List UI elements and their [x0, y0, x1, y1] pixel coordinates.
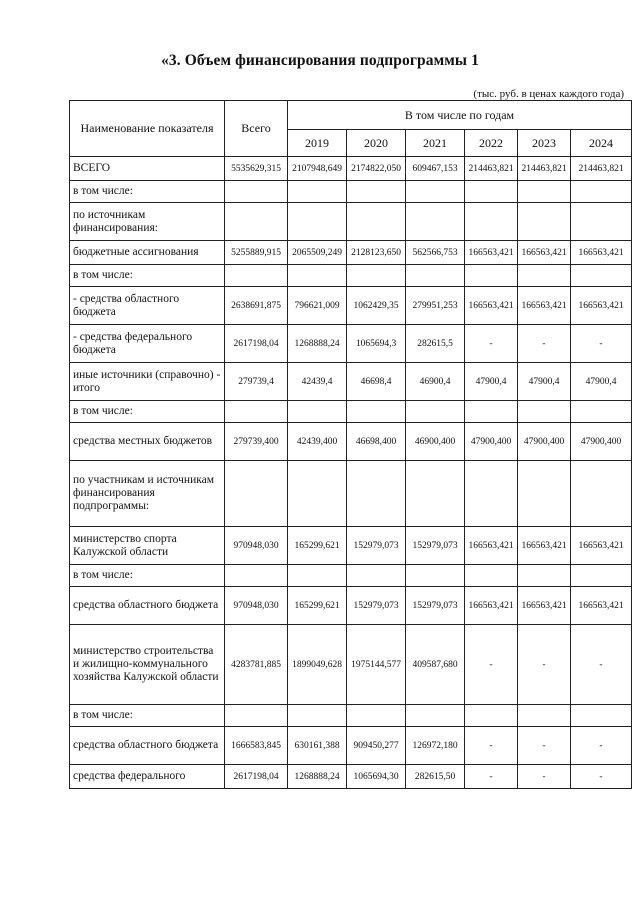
cell-value	[571, 265, 632, 287]
cell-value: 152979,073	[347, 587, 406, 625]
cell-total: 2638691,875	[225, 287, 288, 325]
cell-value: 2174822,050	[347, 157, 406, 181]
row-label: бюджетные ассигнования	[70, 241, 225, 265]
cell-value: 42439,400	[288, 423, 347, 461]
row-label: ВСЕГО	[70, 157, 225, 181]
cell-value	[518, 265, 571, 287]
row-label: в том числе:	[70, 265, 225, 287]
row-label: по участникам и источникам финансирования подпрограммы:	[70, 461, 225, 527]
table-row	[70, 625, 632, 705]
cell-value: -	[518, 765, 571, 789]
cell-value	[288, 461, 347, 527]
cell-total: 2617198,04	[225, 765, 288, 789]
row-label: средства местных бюджетов	[70, 423, 225, 461]
row-label: в том числе:	[70, 181, 225, 203]
cell-value: 166563,421	[465, 241, 518, 265]
cell-value: 2065509,249	[288, 241, 347, 265]
cell-value: 282615,5	[406, 325, 465, 363]
table-row	[70, 705, 632, 727]
cell-value	[347, 461, 406, 527]
cell-total: 2617198,04	[225, 325, 288, 363]
cell-value	[465, 705, 518, 727]
cell-value: -	[571, 765, 632, 789]
row-label: в том числе:	[70, 705, 225, 727]
cell-value: 42439,4	[288, 363, 347, 401]
cell-value	[518, 203, 571, 241]
cell-value: 152979,073	[406, 527, 465, 565]
cell-value: 214463,821	[518, 157, 571, 181]
header-years-group: В том числе по годам	[288, 101, 632, 130]
row-label: средства федерального	[70, 765, 225, 789]
cell-value: 2128123,650	[347, 241, 406, 265]
table-row	[70, 265, 632, 287]
cell-value: 279951,253	[406, 287, 465, 325]
cell-value	[347, 401, 406, 423]
header-total: Всего	[225, 101, 288, 157]
cell-total: 970948,030	[225, 527, 288, 565]
header-year: 2021	[406, 130, 465, 157]
cell-value	[288, 401, 347, 423]
cell-value: 46698,4	[347, 363, 406, 401]
cell-total: 279739,400	[225, 423, 288, 461]
cell-total: 970948,030	[225, 587, 288, 625]
table-row	[70, 363, 632, 401]
row-label: - средства федерального бюджета	[70, 325, 225, 363]
cell-value: -	[518, 625, 571, 705]
cell-value	[406, 461, 465, 527]
cell-value: 214463,821	[465, 157, 518, 181]
cell-value: 47900,400	[571, 423, 632, 461]
table-row	[70, 565, 632, 587]
cell-value: -	[465, 727, 518, 765]
row-label: средства областного бюджета	[70, 727, 225, 765]
cell-value: -	[465, 325, 518, 363]
cell-value	[518, 705, 571, 727]
cell-value: -	[571, 625, 632, 705]
cell-value	[347, 203, 406, 241]
cell-value: 2107948,649	[288, 157, 347, 181]
cell-value	[465, 461, 518, 527]
cell-value: 166563,421	[571, 527, 632, 565]
cell-value: 166563,421	[571, 241, 632, 265]
cell-value: 214463,821	[571, 157, 632, 181]
cell-value: 909450,277	[347, 727, 406, 765]
section-title: «3. Объем финансирования подпрограммы 1	[161, 52, 479, 69]
table-row	[70, 727, 632, 765]
table-row	[70, 587, 632, 625]
cell-value	[571, 181, 632, 203]
cell-value	[406, 265, 465, 287]
cell-value	[288, 705, 347, 727]
cell-value	[571, 565, 632, 587]
cell-value: 1268888,24	[288, 765, 347, 789]
cell-value: -	[465, 625, 518, 705]
cell-value	[406, 401, 465, 423]
cell-value: 166563,421	[518, 587, 571, 625]
header-year: 2020	[347, 130, 406, 157]
cell-value: -	[571, 325, 632, 363]
cell-value: 166563,421	[465, 587, 518, 625]
cell-value	[465, 401, 518, 423]
header-year: 2022	[465, 130, 518, 157]
cell-value	[347, 705, 406, 727]
cell-value	[347, 181, 406, 203]
cell-value: 152979,073	[406, 587, 465, 625]
cell-value: 152979,073	[347, 527, 406, 565]
cell-value: 1268888,24	[288, 325, 347, 363]
cell-value: -	[518, 727, 571, 765]
cell-value	[406, 181, 465, 203]
cell-value	[406, 565, 465, 587]
cell-value: 166563,421	[571, 587, 632, 625]
cell-value: 46900,4	[406, 363, 465, 401]
cell-value: 46698,400	[347, 423, 406, 461]
table-row	[70, 423, 632, 461]
row-label: в том числе:	[70, 565, 225, 587]
cell-value	[518, 565, 571, 587]
cell-value	[465, 565, 518, 587]
table-row	[70, 157, 632, 181]
cell-value: 1062429,35	[347, 287, 406, 325]
cell-value: -	[465, 765, 518, 789]
cell-value: 409587,680	[406, 625, 465, 705]
cell-value: 1065694,30	[347, 765, 406, 789]
cell-total	[225, 565, 288, 587]
cell-value	[347, 265, 406, 287]
table-row	[70, 527, 632, 565]
cell-value	[347, 565, 406, 587]
cell-value: 166563,421	[465, 287, 518, 325]
table-row	[70, 241, 632, 265]
cell-value: -	[518, 325, 571, 363]
cell-value: 609467,153	[406, 157, 465, 181]
cell-total	[225, 461, 288, 527]
cell-value: 166563,421	[518, 241, 571, 265]
cell-value: 282615,50	[406, 765, 465, 789]
cell-total	[225, 181, 288, 203]
cell-value	[406, 203, 465, 241]
table-row	[70, 203, 632, 241]
cell-value: -	[571, 727, 632, 765]
table-row	[70, 461, 632, 527]
cell-value: 166563,421	[571, 287, 632, 325]
cell-value: 47900,400	[518, 423, 571, 461]
cell-total	[225, 203, 288, 241]
cell-value: 166563,421	[465, 527, 518, 565]
cell-value	[518, 461, 571, 527]
cell-value	[288, 265, 347, 287]
table-row	[70, 287, 632, 325]
cell-total	[225, 401, 288, 423]
cell-total: 5535629,315	[225, 157, 288, 181]
cell-value: 165299,621	[288, 587, 347, 625]
cell-value	[518, 181, 571, 203]
financing-table	[69, 100, 632, 789]
cell-total	[225, 265, 288, 287]
cell-total: 4283781,885	[225, 625, 288, 705]
cell-value	[571, 401, 632, 423]
cell-value	[571, 461, 632, 527]
header-year: 2019	[288, 130, 347, 157]
header-year: 2024	[571, 130, 632, 157]
units-note: (тыс. руб. в ценах каждого года)	[473, 88, 624, 100]
row-label: в том числе:	[70, 401, 225, 423]
cell-value: 47900,4	[518, 363, 571, 401]
cell-value: 562566,753	[406, 241, 465, 265]
cell-value	[518, 401, 571, 423]
row-label: министерство строительства и жилищно-коммунального хозяйства Калужской области	[70, 625, 225, 705]
cell-value	[288, 181, 347, 203]
cell-value	[465, 203, 518, 241]
cell-total: 279739,4	[225, 363, 288, 401]
cell-value: 630161,388	[288, 727, 347, 765]
cell-value: 796621,009	[288, 287, 347, 325]
cell-value: 47900,4	[465, 363, 518, 401]
cell-total: 1666583,845	[225, 727, 288, 765]
header-name: Наименование показателя	[70, 101, 225, 157]
table-row	[70, 181, 632, 203]
cell-total	[225, 705, 288, 727]
cell-value: 46900,400	[406, 423, 465, 461]
cell-value	[288, 203, 347, 241]
header-year: 2023	[518, 130, 571, 157]
table-row	[70, 765, 632, 789]
cell-value	[571, 203, 632, 241]
cell-value: 126972,180	[406, 727, 465, 765]
row-label: иные источники (справочно) - итого	[70, 363, 225, 401]
cell-value	[465, 181, 518, 203]
cell-value	[571, 705, 632, 727]
row-label: - средства областного бюджета	[70, 287, 225, 325]
cell-value	[406, 705, 465, 727]
cell-value: 166563,421	[518, 527, 571, 565]
cell-value	[288, 565, 347, 587]
cell-value: 1975144,577	[347, 625, 406, 705]
cell-value: 47900,4	[571, 363, 632, 401]
row-label: по источникам финансирования:	[70, 203, 225, 241]
row-label: средства областного бюджета	[70, 587, 225, 625]
row-label: министерство спорта Калужской области	[70, 527, 225, 565]
cell-value: 1065694,3	[347, 325, 406, 363]
cell-value	[465, 265, 518, 287]
table-row	[70, 325, 632, 363]
cell-value: 1899049,628	[288, 625, 347, 705]
cell-value: 166563,421	[518, 287, 571, 325]
cell-value: 47900,400	[465, 423, 518, 461]
cell-total: 5255889,915	[225, 241, 288, 265]
cell-value: 165299,621	[288, 527, 347, 565]
table-row	[70, 401, 632, 423]
